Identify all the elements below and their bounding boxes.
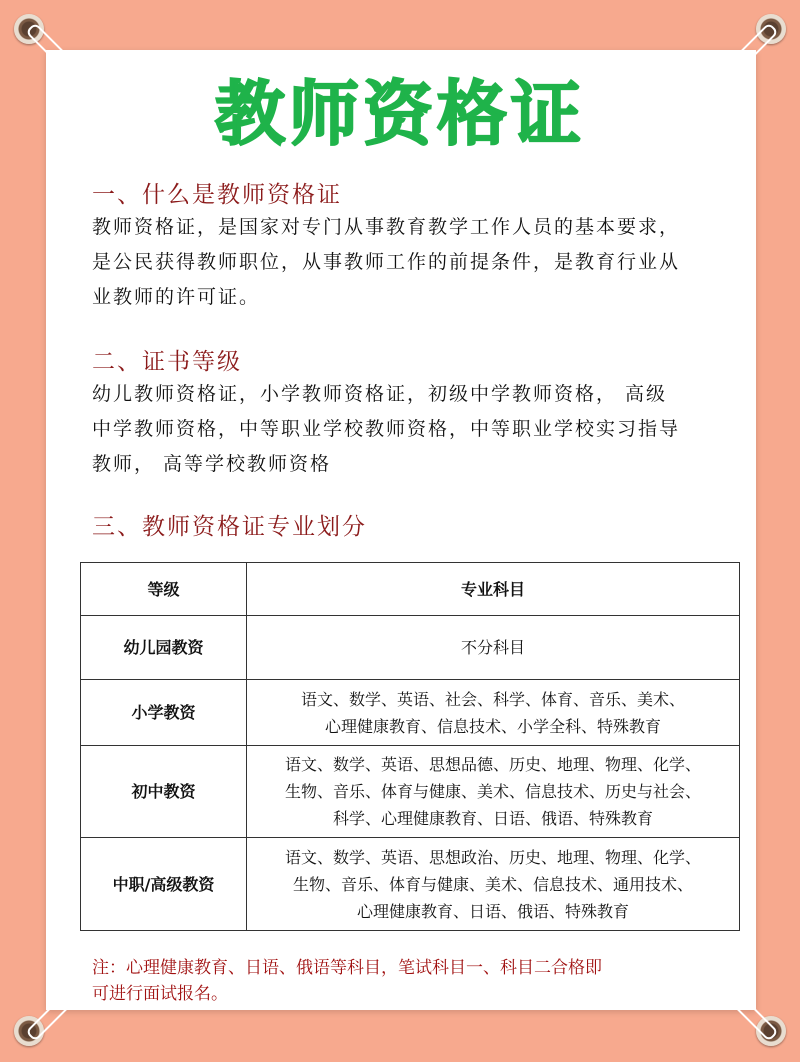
row-level: 小学教资: [81, 680, 247, 746]
table-row: [81, 616, 740, 680]
row-subjects: [247, 680, 740, 746]
paragraph-line: 是公民获得教师职位，从事教师工作的前提条件，是教育行业从: [92, 251, 681, 273]
section-paragraph-definition: [92, 210, 752, 315]
table-row: [81, 680, 740, 746]
subject-line: 心理健康教育、日语、俄语、特殊教育: [356, 901, 629, 921]
table-row: [81, 746, 740, 838]
paragraph-line: 中学教师资格，中等职业学校教师资格，中等职业学校实习指导: [92, 418, 681, 440]
paragraph-line: 教师资格证，是国家对专门从事教育教学工作人员的基本要求，: [92, 216, 681, 238]
footnote-line: 可进行面试报名。: [92, 984, 228, 1004]
subject-line: 生物、音乐、体育与健康、美术、信息技术、历史与社会、: [284, 782, 701, 801]
row-level: 幼儿园教资: [81, 616, 247, 680]
footnote: [92, 955, 732, 1007]
section-heading-levels: 二、证书等级: [92, 349, 242, 375]
paragraph-line: 业教师的许可证。: [92, 286, 261, 308]
table-row: [81, 838, 740, 931]
header-level: 等级: [81, 563, 247, 616]
section-heading-subjects: 三、教师资格证专业划分: [92, 514, 367, 540]
row-subjects: [247, 616, 740, 680]
subject-line: 语文、数学、英语、社会、科学、体育、音乐、美术、: [300, 689, 685, 709]
row-subjects: [247, 838, 740, 931]
row-level: 中职/高级教资: [81, 838, 247, 931]
section-paragraph-levels: [92, 377, 752, 482]
header-subjects: 专业科目: [247, 563, 740, 616]
subject-line: 语文、数学、英语、思想政治、历史、地理、物理、化学、: [284, 847, 701, 867]
subject-line: 语文、数学、英语、思想品德、历史、地理、物理、化学、: [284, 755, 701, 774]
row-level: 初中教资: [81, 746, 247, 838]
subject-line: 科学、心理健康教育、日语、俄语、特殊教育: [332, 809, 653, 828]
row-subjects: [247, 746, 740, 838]
table-header-row: [81, 563, 740, 616]
section-heading-definition: 一、什么是教师资格证: [92, 182, 342, 208]
page-title: 教师资格证: [215, 73, 585, 155]
footnote-line: 注：心理健康教育、日语、俄语等科目，笔试科目一、科目二合格即: [92, 958, 602, 978]
subject-line: 不分科目: [460, 638, 525, 657]
paragraph-line: 幼儿教师资格证，小学教师资格证，初级中学教师资格， 高级: [92, 383, 668, 405]
subject-line: 生物、音乐、体育与健康、美术、信息技术、通用技术、: [292, 874, 693, 894]
paragraph-line: 教师， 高等学校教师资格: [92, 453, 332, 475]
subject-line: 心理健康教育、信息技术、小学全科、特殊教育: [324, 716, 661, 736]
subject-table: [80, 562, 740, 931]
